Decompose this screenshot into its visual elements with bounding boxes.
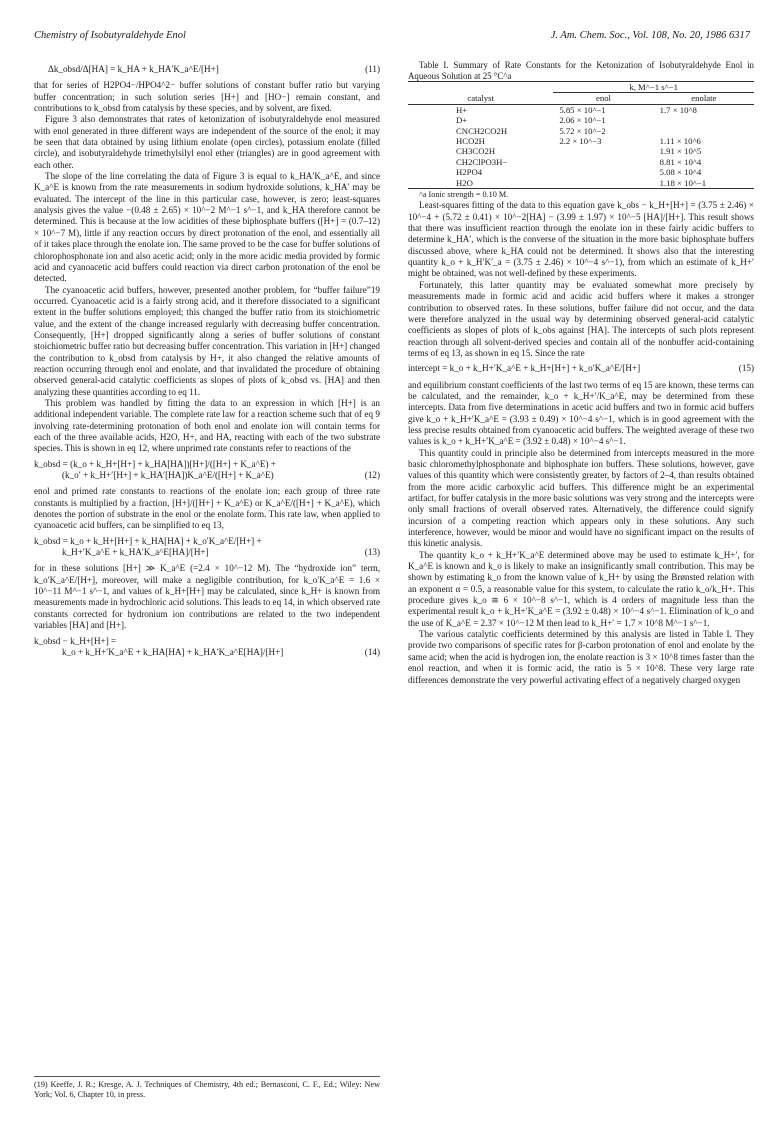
left-column <box>34 60 380 663</box>
paragraph: This quantity could in principle also be determined from intercepts measured in the more basic chloromethylphosphonate and biphosphate ion buffers. These solutions, however, gave values of this quantity which were consistently greater, by factors of 2–4, than results obtained from the more acidic carboxylic acid buffers. This difference might be an experimental artifact, for buffer catalysis in the more basic solutions was very strong and the intercepts were only small fractions of overall observed rates. Alternatively, the difference could signify incursion of a competing reaction which appears only in these solutions. Any such interference, however, would be minor and would have no significant impact on the results of this kinetic analysis. <box>408 447 754 549</box>
table-cell-catalyst: HCO2H <box>456 136 485 147</box>
table-cell-enol: 2.2 × 10^−3 <box>559 136 602 147</box>
table-cell-catalyst: CH3CO2H <box>456 146 496 157</box>
equation-13 <box>34 536 380 559</box>
table-cell-enol <box>553 178 653 189</box>
equation-11 <box>34 64 380 75</box>
table-header-enolate: enolate <box>654 93 754 104</box>
table-cell-enol: 5.85 × 10^−1 <box>559 104 606 115</box>
table-cell-catalyst: CH2ClPO3H− <box>456 156 508 167</box>
paragraph: The cyanoacetic acid buffers, however, presented another problem, for “buffer failure”19 occurred. Cyanoacetic acid is a fairly strong acid, and it therefore dissociated to a significant extent in the buffer solutions employed; this changed the buffer ratio from its stoichiometric value, and the extent of the change increased regularly with decreasing buffer concentration. Consequently, [H+] dropped significantly along a series of buffer solutions of constant stoichiometric buffer ratio but decreasing buffer concentration. This variation in [H+] changed the contribution to k_obsd from catalysis by H+, it also changed the relative amounts of reaction occurring through enol and enolate, and that invalidated the procedure of obtaining observed general-acid catalytic coefficients as slopes of plots of k_obsd vs. [HA] and then analyzing these quantities according to eq 11. <box>34 284 380 397</box>
table-cell-enolate: 1.11 × 10^6 <box>659 136 701 147</box>
rate-constant-table <box>408 81 754 189</box>
table-row <box>408 126 754 136</box>
table-row <box>408 178 754 189</box>
equation-12-line-1: k_obsd = (k_o + k_H+[H+] + k_HA[HA])[H+]/([H+] + K_a^E) + <box>34 458 276 469</box>
table-cell-enol <box>553 157 653 167</box>
paragraph: The slope of the line correlating the data of Figure 3 is equal to k_HA′K_a^E, and since K_a^E is known from the rate measurements in sodium hydroxide solutions, k_HA′ may be evaluated. The intercept of the line in this particular case, however, is zero; least-squares analysis gives the value −(0.48 ± 2.65) × 10^−2 M^−1 s^−1, and k_HA therefore cannot be determined. This is because at the low acidities of these biphosphate buffers ([H+] = (0.7–12) × 10^−7 M), little if any reaction occurs by direct protonation of the enol, and essentially all of it takes place through the enolate ion. The same proved to be the case for buffer solutions of chlorophosphonate ion and also acetic acid; only in the more acidic media provided by formic acid and cyanoacetic acid buffers could reaction via direct carbon protonation of the enol be detected. <box>34 171 380 284</box>
paragraph: This problem was handled by fitting the data to an expression in which [H+] is an additional independent variable. The complete rate law for a reaction scheme such that of eq 9 involving rate-determining protonation of both enol and enolate ion will contain terms for each of the three available acids, H2O, H+, and HA, reacting with each of the two substrate species. This is shown in eq 12, where unprimed rate constants refer to reactions of the <box>34 397 380 454</box>
equation-14-line-1: k_obsd − k_H+[H+] = <box>34 635 117 646</box>
journal-citation: J. Am. Chem. Soc., Vol. 108, No. 20, 1986 6317 <box>550 30 750 41</box>
equation-11-body: Δk_obsd/Δ[HA] = k_HA + k_HA′K_a^E/[H+] <box>48 64 219 74</box>
paragraph: enol and primed rate constants to reactions of the enolate ion; each group of three rate constants is multiplied by a fraction, [H+]/([H+] + K_a^E) or K_a^E/([H+] + K_a^E), which denotes the portion of substrate in the enol or the enolate form. This rate law, when applied to cyanoacetic acid buffers, can be simplified to eq 13, <box>34 486 380 531</box>
table-cell-enol: 5.72 × 10^−2 <box>559 125 606 136</box>
table-cell-enolate <box>654 115 754 125</box>
table-cell-catalyst: CNCH2CO2H <box>456 125 508 136</box>
table-cell-enol: 2.06 × 10^−1 <box>559 115 606 126</box>
paragraph: for in these solutions [H+] ≫ K_a^E (=2.4 × 10^−12 M). The “hydroxide ion” term, k_o′K_a^E/[H+], moreover, will make a negligible contribution, for k_o′K_a^E = 1.6 × 10^−11 M^−1 s^−1, and values of k_H+[H+] may be calculated, since k_H+ is known from measurements made in hydrochloric acid solutions. This leads to eq 14, in which observed rate constants corrected for hydronium ion contributions are related to the two independent variables [HA] and [H+]. <box>34 563 380 631</box>
table-cell-enolate: 1.7 × 10^8 <box>659 104 697 115</box>
table-body <box>408 104 754 188</box>
table-cell-enolate: 1.91 × 10^5 <box>659 146 702 157</box>
equation-13-line-2: k_H+′K_a^E + k_HA′K_a^E[HA]/[H+] <box>62 547 209 558</box>
equation-12-line-2: (k_o′ + k_H+′[H+] + k_HA′[HA])K_a^E/([H+] + K_a^E) <box>62 470 274 481</box>
table-cell-catalyst: H+ <box>456 104 468 115</box>
equation-14-line-2: k_o + k_H+′K_a^E + k_HA[HA] + k_HA′K_a^E[HA]/[H+] <box>62 646 284 657</box>
table-cell-enol <box>553 146 653 156</box>
table-row <box>408 104 754 115</box>
paragraph: Fortunately, this latter quantity may be evaluated somewhat more precisely by measurements made in formic acid and acidic acid buffers where it makes a stronger contribution to observed rates. In these solutions, buffer failure did not occur, and the data were therefore analyzed in the usual way by determining observed general-acid catalytic coefficients as slopes of plots of k_obs against [HA]. The intercepts of such plots represent reaction through all solvent-derived species and contain all of the nonbuffer acid-containing terms of eq 13, as shown in eq 15. Since the rate <box>408 279 754 358</box>
table-cell-catalyst: H2O <box>408 178 553 189</box>
paragraph: and equilibrium constant coefficients of the last two terms of eq 15 are known, these terms can be calculated, and the remainder, k_o + k_H+′/K_a^E, may be determined from these intercepts. Data from five determinations in acetic acid buffers and two in formic acid buffers give k_o + k_H+′K_a^E = (3.93 ± 0.49) × 10^−4 s^−1, which is in good agreement with the less precise results obtained from cyanoacetic acid buffers. The weighted average of these two values is k_o + k_H+′K_a^E = (3.92 ± 0.48) × 10^−4 s^−1. <box>408 379 754 447</box>
paragraph: Least-squares fitting of the data to this equation gave k_obs − k_H+[H+] = (3.75 ± 2.46) × 10^−4 + (5.72 ± 0.41) × 10^−2[HA] − (3.99 ± 1.97) × 10^−5 [HA]/[H+]. This result shows that there was insufficient reaction through the enolate ion in these fairly acidic buffers to determine k_HA′, which is the converse of the situation in the more basic biphosphate buffers discussed above, where k_HA could not be determined. It shows also that the interesting quantity k_o + k_H′K′_a = (3.75 ± 2.46) × 10^−4 s^−1), from which an estimate of k_H+′ might be obtained, was not well-defined by these experiments. <box>408 200 754 279</box>
table-cell-enolate: 1.18 × 10^−1 <box>654 178 754 189</box>
right-column <box>408 60 754 686</box>
equation-13-line-1: k_obsd = k_o + k_H+[H+] + k_HA[HA] + k_o′K_a^E/[H+] + <box>34 535 262 546</box>
table-header-catalyst: catalyst <box>408 82 553 105</box>
table-cell-enolate: 5.08 × 10^4 <box>659 167 702 178</box>
table-row <box>408 115 754 125</box>
equation-14-number: (14) <box>364 646 380 657</box>
running-title: Chemistry of Isobutyraldehyde Enol <box>34 30 186 41</box>
table-cell-enol <box>553 167 653 177</box>
table-row <box>408 136 754 146</box>
table-row <box>408 167 754 177</box>
table-cell-enolate: 8.81 × 10^4 <box>659 156 702 167</box>
table-cell-catalyst: D+ <box>456 115 468 126</box>
running-header <box>34 30 750 46</box>
equation-12 <box>34 459 380 482</box>
paragraph: The various catalytic coefficients determined by this analysis are listed in Table I. They provide two comparisons of specific rates for β-carbon protonation of enol and enolate by the same acid; when the acid is hydrogen ion, the enolate reaction is 3 × 10^8 times faster than the enol reaction, and when it is formic acid, the ratio is 5 × 10^8. These very large rate differences demonstrate the very powerful activating effect of a negatively charged oxygen <box>408 629 754 685</box>
paragraph: Figure 3 also demonstrates that rates of ketonization of isobutyraldehyde enol measured with enol generated in three different ways are independent of the source of the enol; it may be seen that data obtained by using lithium enolate (open circles), potassium enolate (filled circle), and isobutyraldehyde trimethylsilyl enol ether (triangles) are in good agreement with each other. <box>34 114 380 170</box>
table-footnote: ^a Ionic strength = 0.10 M. <box>419 190 509 200</box>
paragraph: that for series of H2PO4−/HPO4^2− buffer solutions of constant buffer ratio but varying buffer concentration; in such solution series [H+] and [HO−] remain constant, and contributions to k_obsd from catalysis by these species, and by solvent, are fixed. <box>34 80 380 114</box>
table-cell-catalyst: H2PO4 <box>456 167 483 178</box>
equation-12-number: (12) <box>364 470 380 481</box>
paragraph: The quantity k_o + k_H+′K_a^E determined above may be used to estimate k_H+′, for K_a^E is known and k_o is likely to make an insignificantly small contribution. This may be shown by estimating k_o from the known value of k_H+ by using the Brønsted relation with an exponent α = 0.5, a reasonable value for this system, to calculate the ratio k_o/k_H+. This procedure gives k_o ≅ 6 × 10^−8 s^−1, which is 4 orders of magnitude less than the experimental result k_o + k_H+′K_a^E = (3.92 ± 0.48) × 10^−4 s^−1. Elimination of k_o and the use of K_a^E = 2.37 × 10^−12 M then lead to k_H+′ = 1.7 × 10^8 M^−1 s^−1. <box>408 549 754 628</box>
table-row <box>408 146 754 156</box>
equation-14 <box>34 636 380 659</box>
equation-11-number: (11) <box>365 64 380 74</box>
table-caption: Table I. Summary of Rate Constants for the Ketonization of Isobutyraldehyde Enol in Aqueous Solution at 25 °C^a <box>408 60 754 81</box>
equation-15 <box>408 363 754 374</box>
table-cell-enolate <box>654 126 754 136</box>
equation-15-number: (15) <box>738 363 754 374</box>
table-header-unit: k, M^−1 s^−1 <box>553 82 754 93</box>
equation-13-number: (13) <box>364 547 380 558</box>
table-row <box>408 157 754 167</box>
equation-15-body: intercept = k_o + k_H+′K_a^E + k_H+[H+] + k_o′K_a^E/[H+] <box>408 363 641 374</box>
table-header-enol: enol <box>553 93 653 104</box>
footnote: (19) Keeffe, J. R.; Kresge, A. J. Techniques of Chemistry, 4th ed.; Bernasconi, C. F., Ed.; Wiley: New York; Vol. 6, Chapter 10, in press. <box>34 1076 380 1100</box>
